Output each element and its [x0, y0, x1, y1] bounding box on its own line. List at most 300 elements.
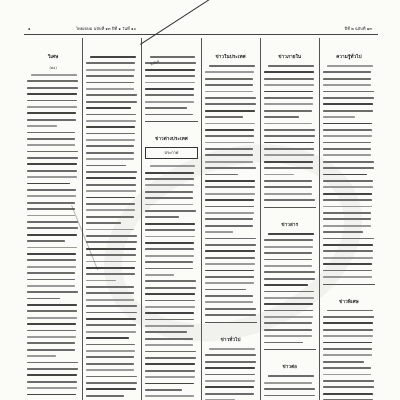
text-line: [27, 330, 76, 332]
text-line: [323, 186, 373, 188]
text-line: [86, 324, 136, 326]
text-line: [327, 65, 373, 67]
text-line: [145, 389, 182, 391]
text-line: [27, 202, 75, 204]
text-line: [205, 110, 255, 112]
text-line: [27, 394, 76, 396]
text-line: [86, 337, 129, 339]
text-line: [205, 282, 254, 284]
text-line: [264, 110, 312, 112]
text-line: [86, 139, 135, 141]
text-line: [27, 368, 78, 370]
text-line: [205, 97, 256, 99]
text-line: [145, 331, 186, 333]
text-line: [264, 329, 312, 331]
text-line: [27, 170, 77, 172]
text-line: [323, 123, 372, 125]
text-line: [205, 206, 254, 208]
text-line: [86, 273, 135, 275]
text-line: [86, 376, 137, 378]
text-line: [145, 242, 194, 244]
text-line: [27, 259, 76, 261]
text-line: [150, 56, 196, 58]
text-line: [323, 380, 374, 382]
text-line: [323, 354, 372, 356]
text-line: [86, 216, 134, 218]
stamp-text: สิ่งพิมพ์: [149, 59, 160, 67]
text-line: [86, 145, 134, 147]
text-line: [145, 101, 194, 103]
text-line: [86, 133, 135, 135]
text-line: [323, 97, 374, 99]
text-line: [27, 234, 77, 236]
text-line: [86, 305, 137, 307]
text-line: [323, 103, 373, 105]
text-line: [264, 135, 315, 137]
text-line: [27, 221, 78, 223]
text-line: [86, 75, 134, 77]
text-line: [27, 349, 75, 351]
text-line: [205, 367, 255, 369]
text-line: [86, 62, 135, 64]
column-1: [24, 38, 83, 400]
text-line: [86, 69, 135, 71]
text-line: [86, 120, 136, 122]
page-mark: ๑: [28, 26, 31, 31]
text-line: [205, 91, 253, 93]
text-line: [205, 263, 255, 265]
text-line: [86, 241, 137, 243]
text-line: [205, 270, 254, 272]
text-line: [27, 266, 76, 268]
text-line: [86, 203, 135, 205]
text-line: [145, 229, 195, 231]
text-line: [323, 322, 373, 324]
text-line: [323, 212, 371, 214]
text-line: [264, 278, 315, 280]
text-line: [86, 82, 134, 84]
section-heading: ข่าวพิเศษ: [339, 299, 359, 305]
text-line: [323, 276, 372, 278]
text-line: [145, 204, 193, 206]
text-line: [145, 75, 195, 77]
text-line: [264, 291, 314, 293]
text-line: [264, 142, 314, 144]
text-line: [27, 176, 77, 178]
text-line: [205, 374, 255, 376]
text-line: [27, 132, 75, 134]
text-line: [145, 178, 194, 180]
text-line: [205, 238, 256, 240]
text-line: [145, 107, 186, 109]
text-line: [264, 388, 315, 390]
text-line: [27, 157, 78, 159]
text-line: [27, 247, 77, 249]
text-line: [323, 167, 374, 169]
text-line: [86, 382, 137, 384]
text-line: [27, 279, 75, 281]
section-divider: [145, 121, 197, 122]
text-line: [86, 318, 136, 320]
text-line: [27, 163, 77, 165]
text-line: [323, 199, 372, 201]
text-line: [323, 116, 355, 118]
boxed-notice: ประกาศ: [145, 147, 197, 159]
text-line: [323, 257, 373, 259]
text-line: [27, 119, 76, 121]
text-body: [86, 56, 138, 400]
text-line: [205, 231, 234, 233]
text-line: [323, 316, 374, 318]
text-line: [145, 184, 194, 186]
text-line: [264, 284, 308, 286]
text-line: [31, 74, 77, 76]
text-line: [205, 193, 255, 195]
text-line: [264, 186, 312, 188]
text-line: [27, 253, 76, 255]
text-line: [205, 386, 254, 388]
text-line: [264, 310, 313, 312]
section-heading: ความรู้ทั่วไป: [336, 55, 362, 60]
text-line: [205, 218, 253, 220]
text-line: [323, 193, 372, 195]
column-2: [83, 38, 142, 400]
text-line: [86, 248, 136, 250]
text-line: [145, 357, 196, 359]
text-line: [27, 387, 77, 389]
text-line: [145, 197, 193, 199]
text-line: [205, 250, 255, 252]
text-line: [264, 129, 315, 131]
text-line: [264, 252, 312, 254]
text-line: [205, 84, 253, 86]
text-line: [264, 148, 314, 150]
text-line: [264, 123, 312, 125]
text-line: [323, 393, 373, 395]
text-line: [86, 165, 126, 167]
text-line: [268, 375, 314, 377]
text-body: [27, 74, 79, 400]
text-line: [264, 174, 294, 176]
text-line: [264, 382, 312, 384]
column-4: [202, 38, 261, 400]
text-line: [205, 174, 238, 176]
text-line: [86, 299, 134, 301]
text-line: [86, 197, 135, 199]
text-line: [323, 91, 374, 93]
text-line: [264, 246, 313, 248]
text-body: [205, 65, 257, 316]
text-line: [27, 342, 75, 344]
text-line: [145, 223, 195, 225]
text-line: [27, 208, 75, 210]
text-line: [27, 93, 77, 95]
text-line: [27, 323, 76, 325]
text-line: [205, 314, 256, 316]
text-line: [145, 248, 194, 250]
section-heading: ข่าวในประเทศ: [215, 55, 246, 60]
text-line: [27, 298, 60, 300]
text-line: [27, 195, 76, 197]
text-line: [264, 199, 315, 201]
text-line: [86, 267, 135, 269]
text-line: [145, 236, 195, 238]
text-line: [323, 374, 371, 376]
text-line: [264, 91, 313, 93]
text-line: [145, 94, 194, 96]
text-line: [268, 233, 314, 235]
text-line: [205, 186, 255, 188]
text-line: [264, 395, 315, 397]
text-line: [86, 363, 134, 365]
text-line: [205, 393, 254, 395]
text-line: [209, 65, 255, 67]
text-line: [27, 189, 76, 191]
text-line: [323, 180, 373, 182]
text-line: [205, 244, 256, 246]
text-line: [205, 167, 256, 169]
text-line: [86, 209, 135, 211]
text-line: [145, 363, 195, 365]
text-line: [27, 304, 77, 306]
text-line: [323, 174, 367, 176]
text-line: [145, 69, 195, 71]
text-line: [145, 300, 195, 302]
text-line: [27, 336, 76, 338]
text-line: [86, 312, 137, 314]
text-line: [323, 110, 373, 112]
text-line: [205, 225, 253, 227]
text-line: [27, 362, 78, 364]
text-line: [86, 254, 136, 256]
text-line: [264, 259, 312, 261]
section-divider: [205, 322, 257, 323]
text-line: [145, 216, 178, 218]
text-line: [86, 356, 134, 358]
text-line: [209, 348, 255, 350]
text-line: [27, 215, 75, 217]
text-line: [145, 395, 194, 397]
text-line: [205, 129, 254, 131]
text-line: [86, 344, 135, 346]
text-line: [86, 286, 134, 288]
text-line: [145, 319, 194, 321]
heading-spacer: [145, 40, 197, 54]
text-line: [323, 225, 371, 227]
text-line: [145, 82, 195, 84]
column-3: [142, 38, 201, 400]
text-line: [323, 129, 372, 131]
text-line: [264, 154, 314, 156]
text-line: [205, 78, 253, 80]
text-line: [323, 342, 372, 344]
text-line: [323, 78, 371, 80]
masthead-right-text: ปีที่ ๒ ฉบับที่ ๑๓: [344, 26, 372, 31]
text-line: [145, 293, 195, 295]
text-line: [86, 171, 137, 173]
text-line: [205, 161, 253, 163]
text-line: [86, 88, 134, 90]
text-line: [145, 268, 193, 270]
text-line: [205, 148, 253, 150]
text-line: [86, 369, 134, 371]
text-line: [86, 350, 135, 352]
text-line: [145, 88, 194, 90]
text-line: [86, 222, 121, 224]
text-line: [205, 308, 256, 310]
text-line: [268, 65, 314, 67]
text-line: [264, 78, 314, 80]
text-line: [90, 56, 136, 58]
text-body: [264, 375, 316, 400]
section-heading: ข่าวต่างประเทศ: [155, 137, 188, 143]
text-line: [264, 322, 312, 324]
text-line: [27, 374, 77, 376]
text-line: [27, 291, 78, 293]
text-line: [323, 142, 371, 144]
text-line: [86, 388, 136, 390]
text-line: [327, 310, 373, 312]
text-line: [86, 107, 130, 109]
text-line: [205, 289, 246, 291]
text-line: [145, 114, 193, 116]
heading-spacer: [86, 40, 138, 54]
text-line: [145, 172, 194, 174]
text-line: [264, 103, 313, 105]
text-line: [86, 190, 136, 192]
text-line: [205, 301, 253, 303]
text-line: [205, 276, 254, 278]
text-line: [205, 380, 255, 382]
text-line: [323, 348, 372, 350]
text-line: [264, 271, 315, 273]
text-line: [86, 94, 137, 96]
section-heading: ข่าวต่อ: [282, 365, 298, 371]
text-line: [323, 135, 372, 137]
text-line: [27, 240, 65, 242]
text-line: [86, 395, 124, 397]
text-line: [145, 255, 194, 257]
text-line: [86, 292, 134, 294]
text-line: [205, 199, 254, 201]
text-line: [27, 183, 70, 185]
text-line: [27, 381, 77, 383]
text-line: [86, 152, 134, 154]
text-line: [323, 71, 371, 73]
text-line: [323, 84, 371, 86]
text-line: [86, 229, 134, 231]
text-line: [323, 161, 374, 163]
text-line: [323, 335, 373, 337]
text-line: [27, 106, 77, 108]
text-line: [27, 310, 77, 312]
section-heading: ข่าวภายใน: [278, 55, 302, 60]
text-line: [145, 287, 196, 289]
text-line: [323, 231, 363, 233]
section-heading: ข่าวทั่วไป: [220, 338, 241, 344]
text-line: [145, 274, 174, 276]
text-line: [86, 101, 137, 103]
text-line: [323, 218, 371, 220]
text-line: [27, 80, 78, 82]
text-line: [86, 184, 136, 186]
text-line: [145, 261, 193, 263]
column-5: [261, 38, 320, 400]
text-body: [264, 233, 316, 343]
text-line: [145, 325, 194, 327]
text-line: [145, 338, 193, 340]
text-body: [145, 165, 197, 400]
text-line: [264, 167, 313, 169]
section-subheading: (ต่อ): [49, 66, 57, 70]
text-line: [323, 270, 372, 272]
text-line: [323, 148, 371, 150]
text-line: [86, 177, 136, 179]
text-line: [145, 210, 196, 212]
section-divider: [264, 207, 316, 208]
column-6: [320, 38, 378, 400]
text-line: [264, 335, 312, 337]
text-line: [323, 361, 364, 363]
text-line: [145, 191, 193, 193]
text-line: [27, 272, 75, 274]
text-line: [205, 123, 255, 125]
text-line: [264, 297, 314, 299]
text-line: [264, 193, 312, 195]
text-line: [27, 151, 78, 153]
text-line: [86, 280, 116, 282]
text-line: [145, 312, 194, 314]
text-line: [145, 351, 196, 353]
text-line: [323, 250, 373, 252]
text-body: [323, 310, 375, 400]
text-line: [264, 116, 299, 118]
text-line: [27, 285, 75, 287]
text-line: [27, 317, 77, 319]
text-line: [264, 239, 313, 241]
text-line: [205, 135, 254, 137]
text-line: [145, 370, 195, 372]
text-line: [205, 212, 254, 214]
text-line: [205, 257, 255, 259]
text-line: [205, 116, 243, 118]
text-line: [323, 244, 373, 246]
text-line: [86, 158, 134, 160]
text-line: [205, 354, 256, 356]
text-line: [323, 238, 374, 240]
text-line: [86, 331, 136, 333]
text-line: [264, 71, 314, 73]
text-line: [205, 103, 256, 105]
text-line: [264, 161, 313, 163]
text-body: [205, 348, 257, 400]
text-line: [205, 154, 253, 156]
text-line: [27, 355, 56, 357]
text-line: [205, 361, 256, 363]
masthead: [24, 24, 378, 35]
text-line: [27, 227, 78, 229]
text-line: [323, 206, 372, 208]
text-line: [264, 84, 314, 86]
text-line: [145, 376, 195, 378]
text-line: [264, 342, 304, 344]
text-line: [264, 265, 312, 267]
text-line: [145, 383, 194, 385]
text-line: [264, 316, 313, 318]
section-heading: ข่าวสาร: [281, 223, 299, 228]
text-line: [205, 142, 254, 144]
text-line: [86, 114, 136, 116]
